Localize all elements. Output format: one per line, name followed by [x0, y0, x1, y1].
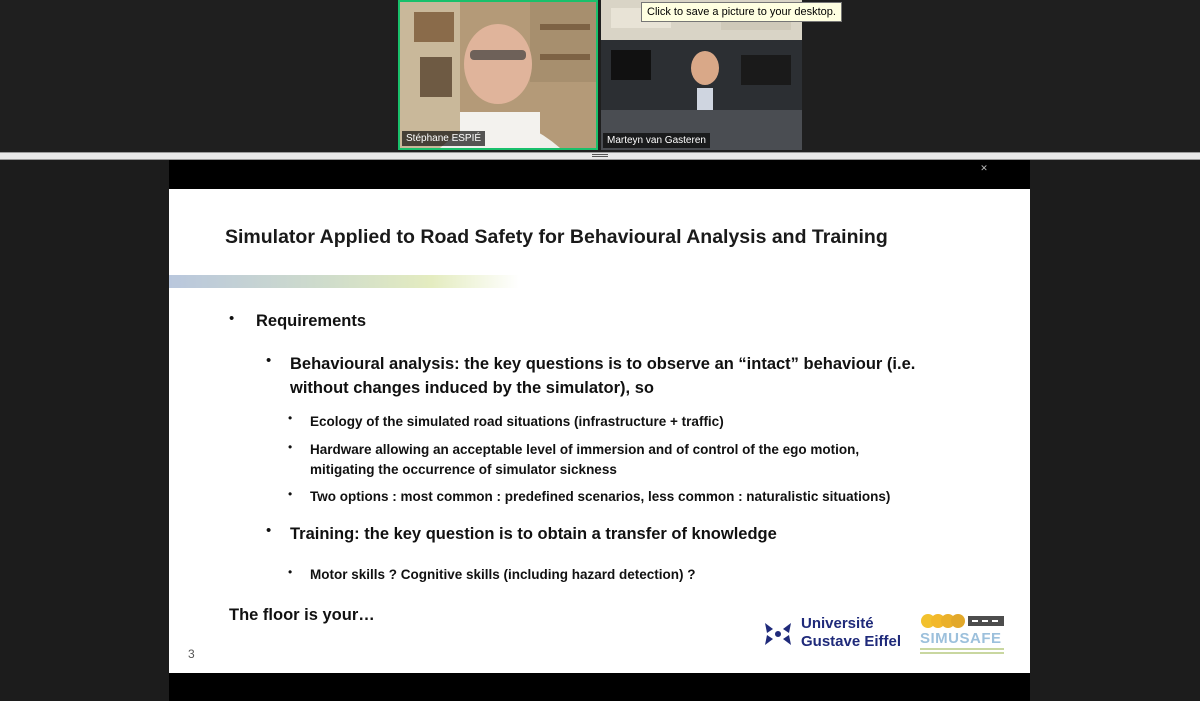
drag-handle-icon[interactable]	[592, 153, 608, 159]
sub-bullet-hardware-line2: mitigating the occurrence of simulator sickness	[310, 462, 617, 477]
title-gradient-bar	[169, 275, 519, 288]
bullet-requirements: Requirements	[256, 312, 367, 330]
university-name-line1: Université	[801, 615, 874, 632]
slide-closing-text: The floor is your…	[229, 606, 375, 624]
sub-bullet-options: Two options : most common : predefined scenarios, less common : naturalistic situations)	[310, 489, 891, 504]
bullet-icon: •	[266, 522, 272, 539]
bullet-icon: •	[266, 352, 272, 369]
video-tile-active-speaker[interactable]	[398, 0, 598, 150]
participant-name-tag: Stéphane ESPIÉ	[402, 131, 485, 146]
participant-video	[601, 0, 802, 150]
simusafe-logo	[918, 613, 1008, 659]
video-tile-participant[interactable]	[601, 0, 802, 150]
bullet-training: Training: the key question is to obtain a transfer of knowledge	[290, 525, 777, 543]
sub-bullet-motor: Motor skills ? Cognitive skills (including hazard detection) ?	[310, 567, 696, 582]
bullet-icon: •	[229, 310, 235, 327]
bullet-icon: •	[288, 565, 293, 579]
bullet-icon: •	[288, 440, 293, 454]
university-name	[801, 615, 901, 651]
slide-title: Simulator Applied to Road Safety for Behavioural Analysis and Training	[225, 226, 888, 248]
screen-share-bottombar	[169, 673, 1030, 701]
slide-page-number: 3	[188, 647, 195, 661]
university-logo	[761, 613, 911, 655]
sub-bullet-hardware-line1: Hardware allowing an acceptable level of immersion and of control of the ego motion,	[310, 442, 860, 457]
presentation-slide	[169, 189, 1030, 673]
bullet-icon: •	[288, 411, 293, 425]
participant-video	[400, 2, 596, 148]
simusafe-wordmark: SIMUSAFE	[920, 630, 1002, 647]
university-name-line2: Gustave Eiffel	[801, 633, 902, 650]
screen-share-topbar	[169, 160, 1030, 189]
sub-bullet-ecology: Ecology of the simulated road situations (infrastructure + traffic)	[310, 414, 724, 429]
bullet-behavioural-line1: Behavioural analysis: the key questions is to observe an “intact” behaviour (i.e.	[290, 355, 916, 373]
bullet-icon: •	[288, 487, 293, 501]
bullet-behavioural-line2: without changes induced by the simulator), so	[290, 379, 654, 397]
video-strip	[0, 0, 1200, 152]
expand-icon[interactable]: ✕	[980, 163, 988, 173]
university-emblem-icon	[761, 617, 795, 651]
tooltip: Click to save a picture to your desktop.	[641, 2, 842, 22]
participant-name-tag: Marteyn van Gasteren	[603, 133, 710, 148]
